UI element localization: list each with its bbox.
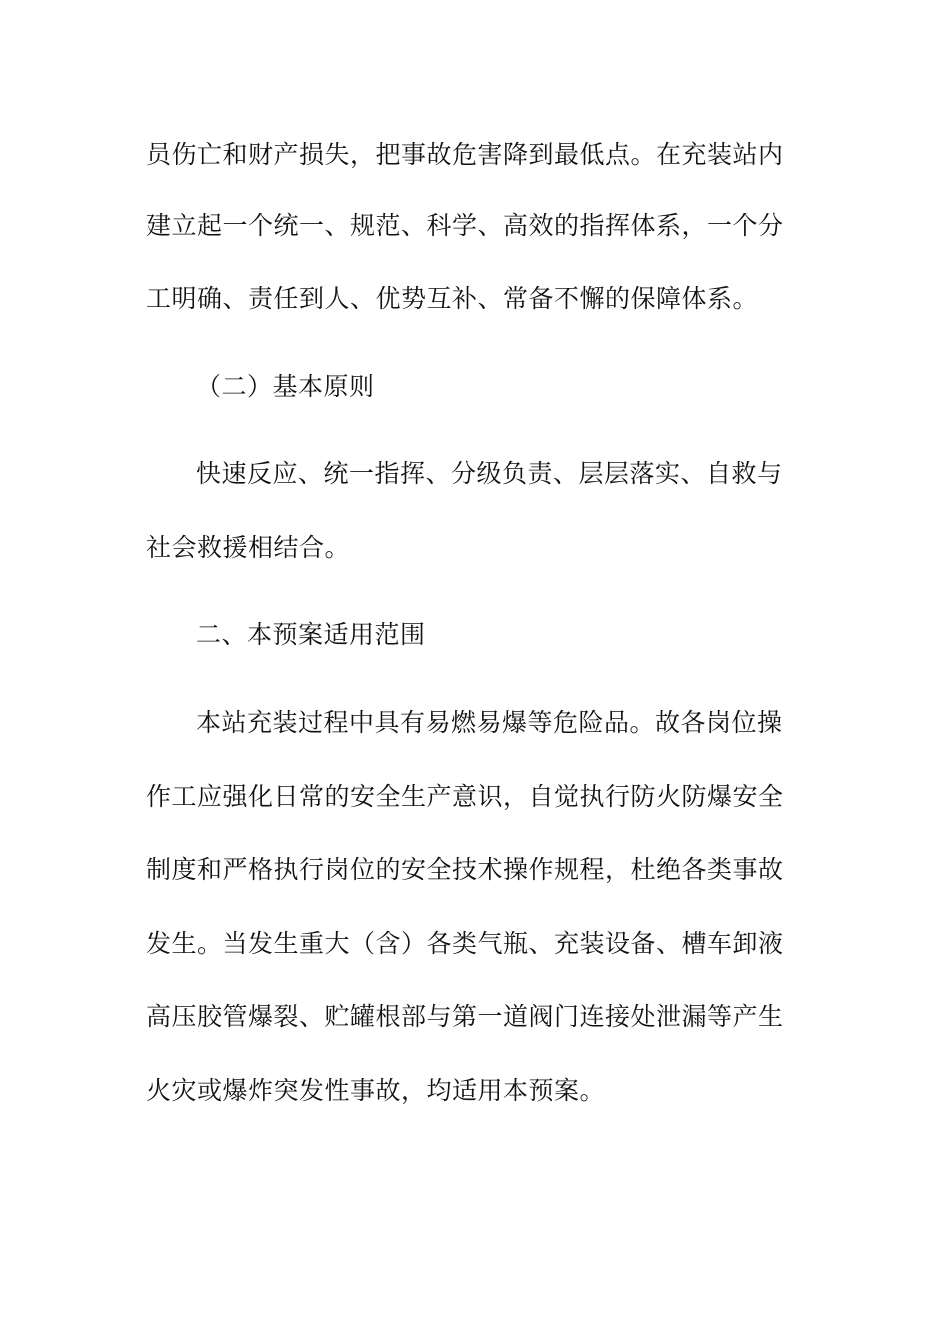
paragraph-1-line-3: 工明确、责任到人、优势互补、常备不懈的保障体系。 xyxy=(146,284,759,313)
paragraph-3-line-2: 作工应强化日常的安全生产意识，自觉执行防火防爆安全 xyxy=(146,782,784,811)
paragraph-2-line-1: 快速反应、统一指挥、分级负责、层层落实、自救与 xyxy=(196,459,783,488)
paragraph-2-line-2: 社会救援相结合。 xyxy=(146,533,351,562)
paragraph-3-line-6: 火灾或爆炸突发性事故，均适用本预案。 xyxy=(146,1076,606,1105)
paragraph-3-line-3: 制度和严格执行岗位的安全技术操作规程，杜绝各类事故 xyxy=(146,855,784,884)
paragraph-1-line-1: 员伤亡和财产损失，把事故危害降到最低点。在充装站内 xyxy=(146,140,784,169)
paragraph-3-line-1: 本站充装过程中具有易燃易爆等危险品。故各岗位操 xyxy=(196,708,783,737)
heading-scope: 二、本预案适用范围 xyxy=(196,620,426,649)
paragraph-3-line-4: 发生。当发生重大（含）各类气瓶、充装设备、槽车卸液 xyxy=(146,929,784,958)
paragraph-3-line-5: 高压胶管爆裂、贮罐根部与第一道阀门连接处泄漏等产生 xyxy=(146,1002,784,1031)
subheading-basic-principles: （二）基本原则 xyxy=(196,372,375,401)
paragraph-1-line-2: 建立起一个统一、规范、科学、高效的指挥体系，一个分 xyxy=(146,211,784,240)
